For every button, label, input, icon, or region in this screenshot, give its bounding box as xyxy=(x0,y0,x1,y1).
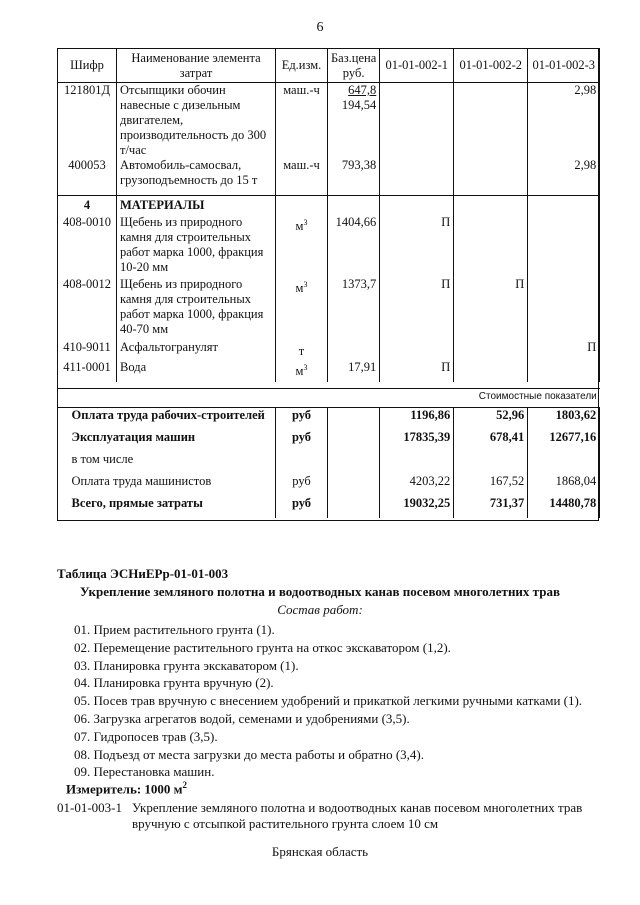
cell-c1 xyxy=(380,158,454,195)
cell-c2: П xyxy=(454,277,528,340)
summary-label: Всего, прямые затраты xyxy=(71,495,203,510)
list-item: 04. Планировка грунта вручную (2). xyxy=(74,675,274,691)
summary-row xyxy=(58,430,600,452)
cell-price: 1373,7 xyxy=(328,277,380,340)
cell-code: 411-0001 xyxy=(58,360,117,382)
price-bottom: 194,54 xyxy=(341,98,377,112)
summary-label: Оплата труда машинистов xyxy=(71,473,212,488)
region-label: Брянская область xyxy=(271,844,369,859)
works-subtitle: Состав работ: xyxy=(277,602,363,617)
summary-c3: 14480,78 xyxy=(528,496,600,518)
cell-unit: маш.-ч xyxy=(276,158,328,195)
table-title: Таблица ЭСНиЕРр-01-01-003 xyxy=(57,566,229,581)
meter-label: Измеритель: 1000 м xyxy=(66,781,183,797)
summary-unit: руб xyxy=(276,407,328,430)
summary-c3: 12677,16 xyxy=(528,430,600,452)
cell-c1: П xyxy=(380,277,454,340)
cell-price xyxy=(328,83,380,159)
cell-c2 xyxy=(454,83,528,159)
list-item: 06. Загрузка агрегатов водой, семенами и удобрениями (3,5). xyxy=(74,710,410,726)
header-base-price: Баз.цена руб. xyxy=(328,49,380,83)
cell-unit: т xyxy=(276,340,328,360)
summary-caption-row xyxy=(58,388,600,407)
cell-c3: 2,98 xyxy=(528,83,600,159)
works-list xyxy=(74,621,582,781)
cell-c3 xyxy=(528,215,600,277)
cell-price: 1404,66 xyxy=(328,215,380,277)
resource-table xyxy=(57,48,600,518)
list-item: 05. Посев трав вручную с внесением удобрений и прикаткой легкими ручными катками (1). xyxy=(74,693,583,709)
header-col1: 01-01-002-1 xyxy=(380,49,454,83)
summary-c1: 17835,39 xyxy=(380,430,454,452)
summary-row xyxy=(58,474,600,496)
list-item: 09. Перестановка машин. xyxy=(74,764,215,780)
cell-price xyxy=(328,340,380,360)
summary-c3: 1803,62 xyxy=(528,407,600,430)
summary-unit: руб xyxy=(276,496,328,518)
cell-unit: $м^3$ xyxy=(276,215,328,277)
summary-c3 xyxy=(528,452,600,474)
list-item: 07. Гидропосев трав (3,5). xyxy=(74,728,218,744)
cell-c2 xyxy=(454,215,528,277)
list-item: 01. Прием растительного грунта (1). xyxy=(74,622,275,637)
table-row xyxy=(58,215,600,277)
summary-c2: 678,41 xyxy=(454,430,528,452)
cell-c3: 2,98 xyxy=(528,158,600,195)
summary-unit: руб xyxy=(276,474,328,496)
summary-label: Оплата труда рабочих-строителей xyxy=(71,407,265,422)
summary-c1: 19032,25 xyxy=(380,496,454,518)
cell-c1 xyxy=(380,340,454,360)
header-name: Наименование элемента затрат xyxy=(117,49,276,83)
table-heading: Укрепление земляного полотна и водоотводных канав посевом многолетних трав xyxy=(80,584,560,599)
header-col3: 01-01-002-3 xyxy=(528,49,600,83)
list-item: 08. Подъезд от места загрузки до места работы и обратно (3,4). xyxy=(74,746,424,762)
meter-sup: 2 xyxy=(182,780,188,790)
cell-name: Асфальтогранулят xyxy=(117,340,276,360)
summary-c2 xyxy=(454,452,528,474)
list-item: 03. Планировка грунта экскаватором (1). xyxy=(74,657,299,673)
cell-unit: $м^3$ xyxy=(276,277,328,340)
table-header-row xyxy=(58,49,600,83)
cell-code: 408-0012 xyxy=(58,277,117,340)
norm-code: 01-01-003-1 xyxy=(57,800,122,815)
header-unit: Ед.изм. xyxy=(276,49,328,83)
section-row xyxy=(58,195,600,215)
cell-name: Щебень из природного камня для строительных работ марка 1000, фракция 10-20 мм xyxy=(117,215,276,277)
cell-c1: П xyxy=(380,215,454,277)
cell-c1 xyxy=(380,83,454,159)
summary-row xyxy=(58,407,600,430)
summary-c1 xyxy=(380,452,454,474)
cell-price: 793,38 xyxy=(328,158,380,195)
cell-c1: П xyxy=(380,360,454,382)
summary-caption: Стоимостные показатели xyxy=(58,388,600,407)
cell-c3: П xyxy=(528,340,600,360)
table-row xyxy=(58,158,600,195)
header-col2: 01-01-002-2 xyxy=(454,49,528,83)
cell-unit: $м^3$ xyxy=(276,360,328,382)
cell-name: Отсыпщики обочин навесные с дизельным двигателем, производительность до 300 т/час xyxy=(117,83,276,159)
cell-c2 xyxy=(454,340,528,360)
summary-c3: 1868,04 xyxy=(528,474,600,496)
cell-c2 xyxy=(454,360,528,382)
cell-name: Автомобиль-самосвал, грузоподъемность до 15 т xyxy=(117,158,276,195)
cell-code: 408-0010 xyxy=(58,215,117,277)
summary-c2: 731,37 xyxy=(454,496,528,518)
summary-row xyxy=(58,452,600,474)
cell-c2 xyxy=(454,158,528,195)
cell-name: Вода xyxy=(117,360,276,382)
cell-c3 xyxy=(528,360,600,382)
summary-label: в том числе xyxy=(71,451,134,466)
price-top: 647,8 xyxy=(348,83,377,97)
section-title: МАТЕРИАЛЫ xyxy=(117,195,276,215)
cell-code: 400053 xyxy=(58,158,117,195)
cell-name: Щебень из природного камня для строительных работ марка 1000, фракция 40-70 мм xyxy=(117,277,276,340)
cell-c3 xyxy=(528,277,600,340)
norm-text: Укрепление земляного полотна и водоотводных канав посевом многолетних трав вручную с отсыпкой растительного грунта слоем 10 см xyxy=(132,800,583,831)
summary-unit: руб xyxy=(276,430,328,452)
cell-unit: маш.-ч xyxy=(276,83,328,159)
cell-code: 121801Д xyxy=(58,83,117,159)
cell-price: 17,91 xyxy=(328,360,380,382)
list-item: 02. Перемещение растительного грунта на откос экскаватором (1,2). xyxy=(74,639,451,655)
table-row xyxy=(58,360,600,382)
cell-code: 410-9011 xyxy=(58,340,117,360)
summary-row xyxy=(58,496,600,518)
table-row xyxy=(58,340,600,360)
table-row xyxy=(58,277,600,340)
section-number: 4 xyxy=(58,195,117,215)
summary-c1: 4203,22 xyxy=(380,474,454,496)
table-row xyxy=(58,83,600,159)
summary-c1: 1196,86 xyxy=(380,407,454,430)
meter-line xyxy=(66,780,187,797)
summary-c2: 52,96 xyxy=(454,407,528,430)
header-code: Шифр xyxy=(58,49,117,83)
summary-label: Эксплуатация машин xyxy=(71,429,196,444)
summary-c2: 167,52 xyxy=(454,474,528,496)
page-number: 6 xyxy=(316,20,324,35)
summary-unit xyxy=(276,452,328,474)
